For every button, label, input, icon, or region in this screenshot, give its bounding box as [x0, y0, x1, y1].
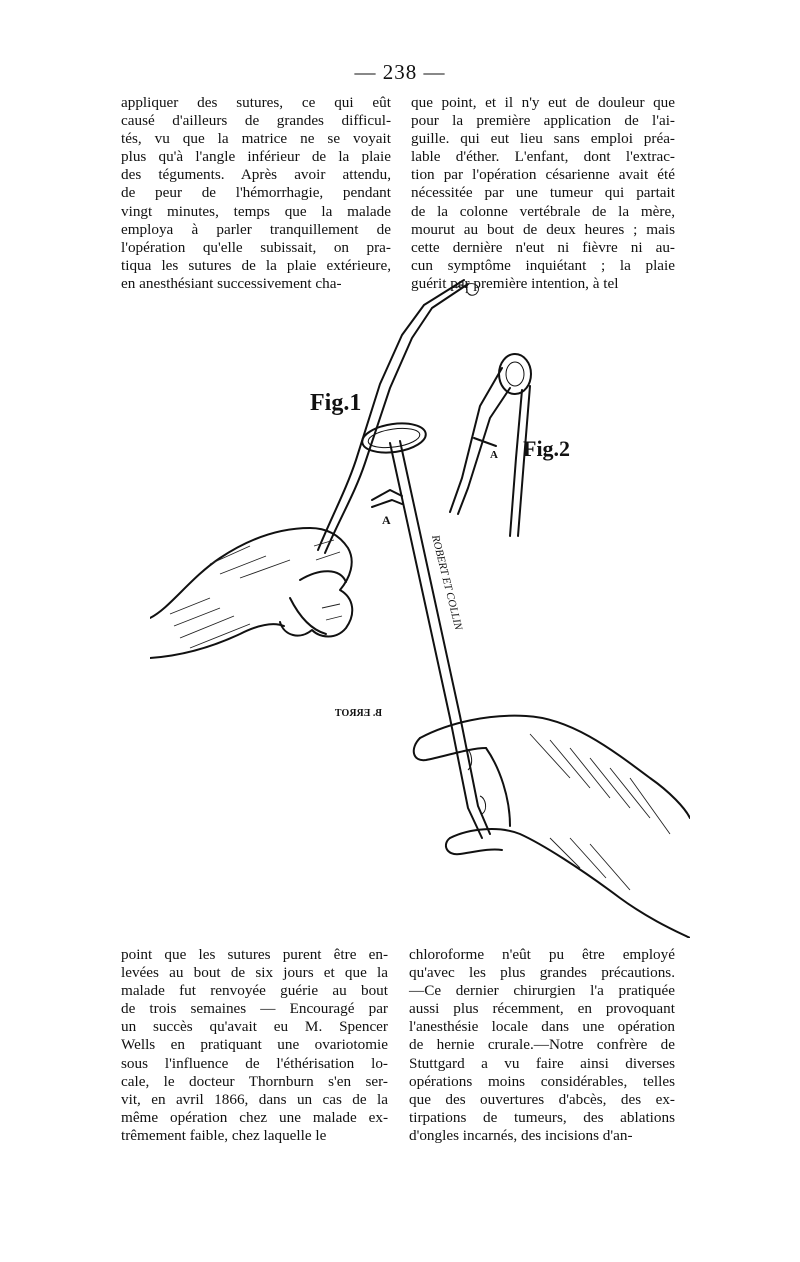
text-line: de la colonne vertébrale de la mère, [411, 202, 675, 220]
engraver-signature: B. ERROT [334, 708, 382, 719]
text-line: sous l'influence de l'éthérisation lo- [121, 1054, 388, 1072]
text-line: qu'avec les plus grandes précautions. [409, 964, 675, 982]
text-column-bottom-right [409, 946, 675, 1145]
text-line: trêmement faible, chez laquelle le [121, 1126, 327, 1144]
text-line: de trois semaines — Encouragé par [121, 1000, 388, 1018]
text-line: d'ongles incarnés, des incisions d'an- [409, 1126, 633, 1144]
text-line: Stuttgard a vu faire ainsi diverses [409, 1054, 675, 1072]
text-line: l'opération qu'elle subissait, on pra- [121, 238, 391, 256]
text-line: chloroforme n'eût pu être employé [409, 946, 675, 963]
text-line: guille. qui eut lieu sans emploi préa- [411, 130, 675, 148]
marker-a-fig2: A [490, 449, 498, 461]
text-line: l'anesthésie locale dans une opération [409, 1018, 675, 1036]
maker-mark: ROBERT ET COLLIN [429, 533, 465, 632]
text-line: en anesthésiant successivement cha- [121, 274, 342, 292]
text-line: appliquer des sutures, ce qui eût [121, 94, 391, 111]
text-line: tiqua les sutures de la plaie extérieure, [121, 256, 391, 274]
text-line: que point, et il n'y eut de douleur que [411, 94, 675, 111]
text-line: cette dernière n'eut ni fièvre ni au- [411, 238, 675, 256]
text-line: tirpations de tumeurs, des ablations [409, 1108, 675, 1126]
text-line: causé d'ailleurs de grandes difficul- [121, 112, 391, 130]
fig2-label: Fig.2 [523, 436, 571, 461]
text-line: des téguments. Après avoir attendu, [121, 166, 391, 184]
text-column-top-right [411, 94, 675, 293]
text-line: vingt minutes, temps que la malade [121, 202, 391, 220]
text-line: cale, le docteur Thornburn s'en ser- [121, 1072, 388, 1090]
fig2-forceps [450, 354, 531, 536]
text-line: employa à parler tranquillement de [121, 220, 391, 238]
text-line: —Ce dernier chirurgien l'a pratiquée [409, 982, 675, 1000]
text-line: guérit par première intention, à tel [411, 274, 619, 292]
text-line: un succès qu'avait eu M. Spencer [121, 1018, 388, 1036]
text-line: même opération chez une malade ex- [121, 1108, 388, 1126]
text-line: opérations moins considérables, telles [409, 1072, 675, 1090]
text-line: vit, en avril 1866, dans un cas de la [121, 1090, 388, 1108]
text-line: malade fut renvoyée guérie au bout [121, 982, 388, 1000]
text-line: pour la première application de l'ai- [411, 112, 675, 130]
text-line: de hernie crurale.—Notre confrère de [409, 1036, 675, 1054]
right-hand [414, 716, 690, 938]
forceps-illustration [150, 278, 690, 938]
text-column-bottom-left [121, 946, 388, 1145]
fig1-forceps [318, 280, 490, 838]
fig1-label: Fig.1 [310, 390, 362, 416]
text-line: Wells en pratiquant une ovariotomie [121, 1036, 388, 1054]
text-line: plus qu'à l'angle inférieur de la plaie [121, 148, 391, 166]
text-line: nécessitée par une tumeur qui partait [411, 184, 675, 202]
text-line: lable d'éther. L'enfant, dont l'extrac- [411, 148, 675, 166]
marker-a-fig1: A [382, 513, 391, 527]
text-line: de peur de l'hémorrhagie, pendant [121, 184, 391, 202]
text-line: aussi plus récemment, en provoquant [409, 1000, 675, 1018]
text-line: point que les sutures purent être en- [121, 946, 388, 963]
text-line: tion par l'opération césarienne avait été [411, 166, 675, 184]
text-line: mourut au bout de deux heures ; mais [411, 220, 675, 238]
text-column-top-left [121, 94, 391, 293]
text-line: que des ouvertures d'abcès, des ex- [409, 1090, 675, 1108]
text-line: cun symptôme inquiétant ; la plaie [411, 256, 675, 274]
text-line: tés, vu que la matrice ne se voyait [121, 130, 391, 148]
left-hand [150, 528, 352, 658]
text-line: levées au bout de six jours et que la [121, 964, 388, 982]
page-number: — 238 — [354, 60, 446, 84]
